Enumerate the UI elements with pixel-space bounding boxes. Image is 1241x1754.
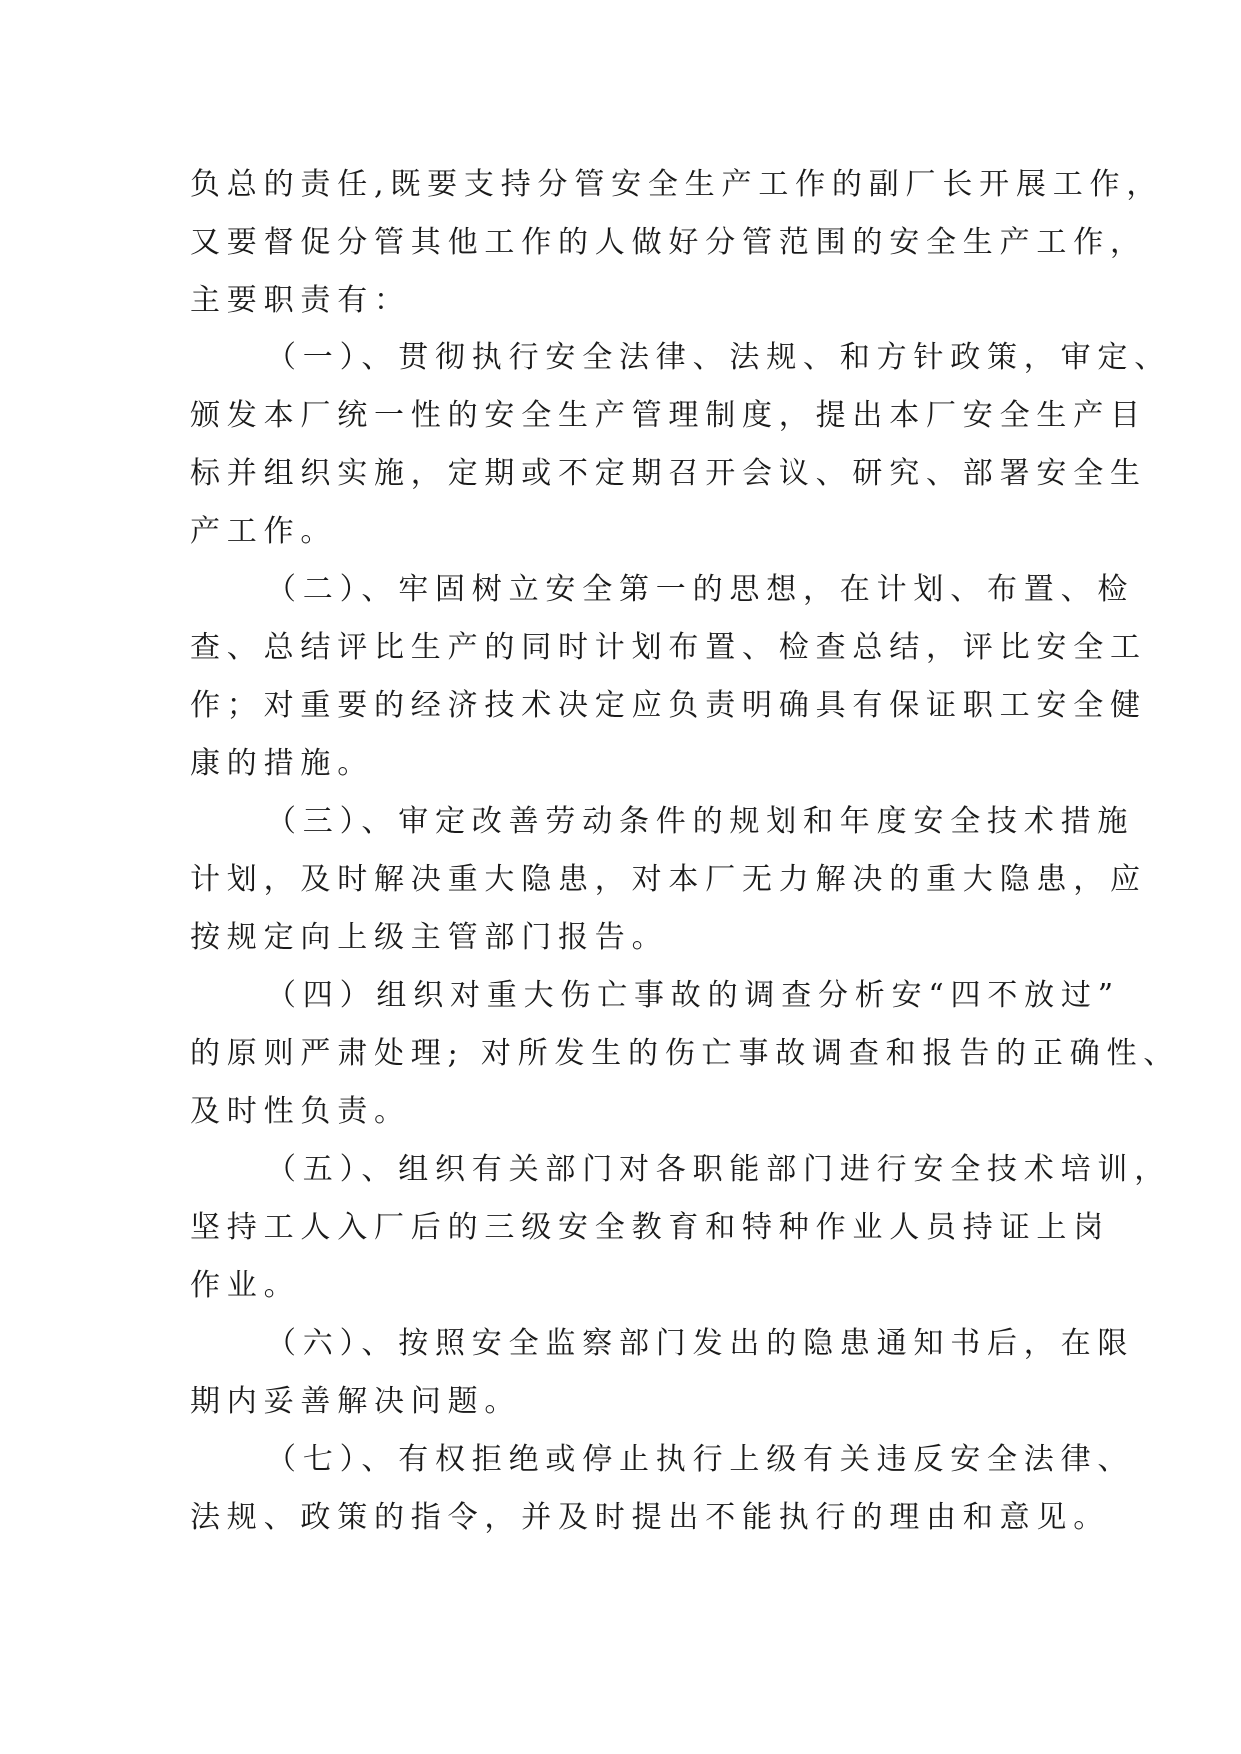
paragraph-4-first-line: （四）组织对重大伤亡事故的调查分析安“四不放过” [266, 978, 1120, 1013]
paragraph-3-first-line: （三）、审定改善劳动条件的规划和年度安全技术措施 [266, 804, 1135, 839]
text-line: 查、总结评比生产的同时计划布置、检查总结，评比安全工 [190, 630, 1147, 665]
text-line: 颁发本厂统一性的安全生产管理制度，提出本厂安全生产目 [190, 398, 1147, 433]
text-line: 又要督促分管其他工作的人做好分管范围的安全生产工作， [190, 225, 1147, 260]
text-line: 法规、政策的指令，并及时提出不能执行的理由和意见。 [190, 1500, 1110, 1535]
paragraph-2-first-line: （二）、牢固树立安全第一的思想，在计划、布置、检 [266, 572, 1135, 607]
text-line: 作业。 [190, 1268, 301, 1303]
paragraph-6-first-line: （六）、按照安全监察部门发出的隐患通知书后，在限 [266, 1326, 1135, 1361]
text-line: 康的措施。 [190, 746, 374, 781]
paragraph-7-first-line: （七）、有权拒绝或停止执行上级有关违反安全法律、 [266, 1442, 1135, 1477]
text-line: 坚持工人入厂后的三级安全教育和特种作业人员持证上岗 [190, 1210, 1110, 1245]
text-line: 按规定向上级主管部门报告。 [190, 920, 669, 955]
text-line: 计划，及时解决重大隐患，对本厂无力解决的重大隐患，应 [190, 862, 1147, 897]
paragraph-1-first-line: （一）、贯彻执行安全法律、法规、和方针政策，审定、 [266, 340, 1171, 375]
text-line: 期内妥善解决问题。 [190, 1384, 522, 1419]
paragraph-5-first-line: （五）、组织有关部门对各职能部门进行安全技术培训， [266, 1152, 1171, 1187]
text-line: 标并组织实施，定期或不定期召开会议、研究、部署安全生 [190, 456, 1147, 491]
text-line: 主要职责有： [190, 283, 411, 318]
text-line: 的原则严肃处理; 对所发生的伤亡事故调查和报告的正确性、 [190, 1036, 1181, 1071]
text-line: 负总的责任,既要支持分管安全生产工作的副厂长开展工作， [190, 167, 1164, 202]
text-line: 产工作。 [190, 514, 338, 549]
text-line: 及时性负责。 [190, 1094, 411, 1129]
text-line: 作；对重要的经济技术决定应负责明确具有保证职工安全健 [190, 688, 1147, 723]
